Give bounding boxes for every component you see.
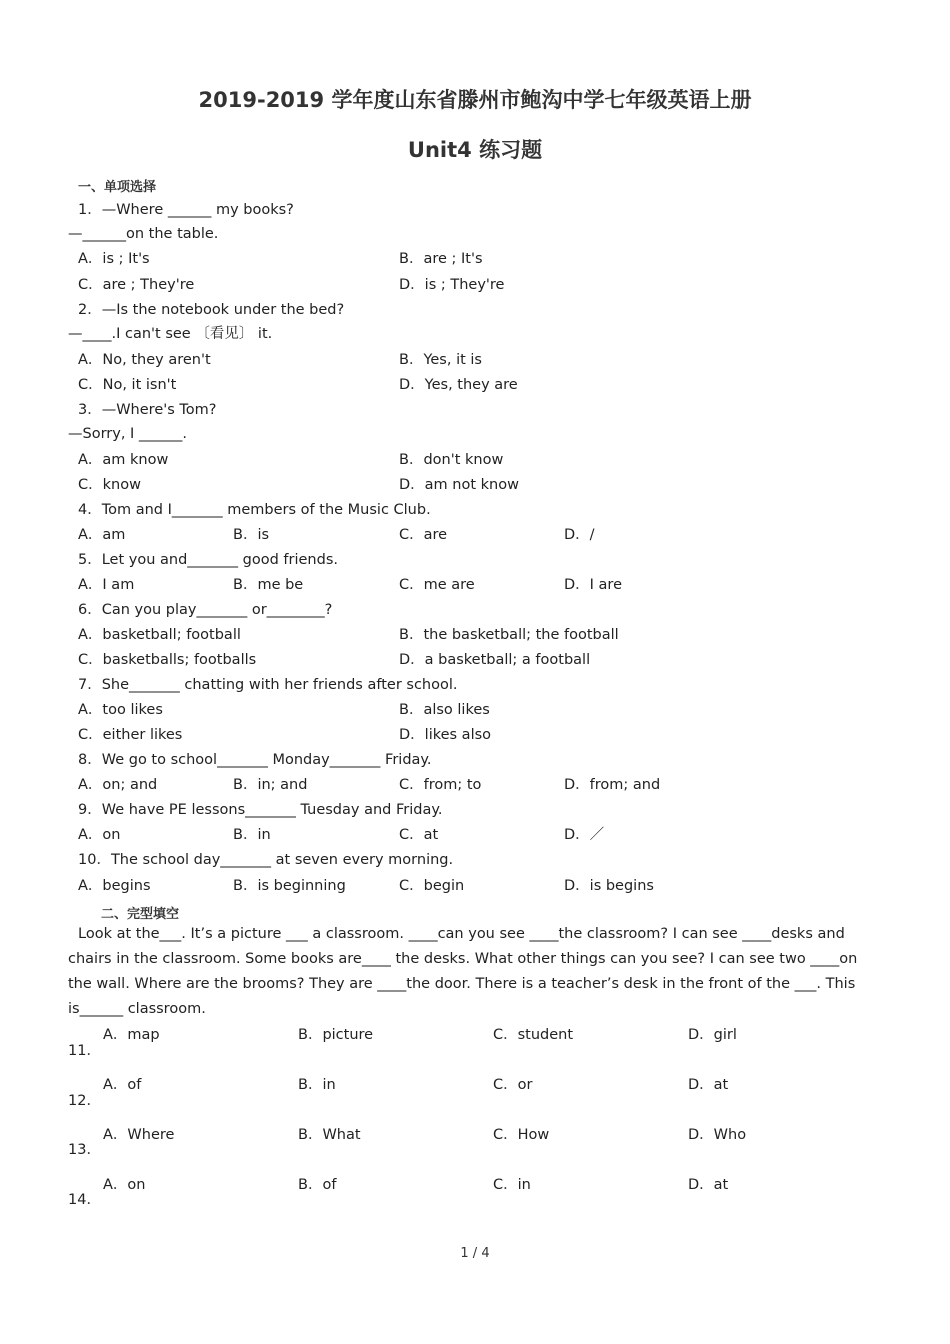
question-13-option-c: C．How [493,1127,550,1143]
question-3-stem: 3．—Where's Tom? [78,402,217,418]
question-9-option-a: A．on [78,827,121,843]
question-8-option-c: C．from; to [399,777,482,793]
question-4-option-a: A．am [78,527,126,543]
question-4-stem: 4．Tom and I_______ members of the Music Club. [78,502,431,518]
question-13-option-a: A．Where [103,1127,175,1143]
question-14-option-c: C．in [493,1177,531,1193]
question-11-option-c: C．student [493,1027,574,1043]
question-14-number: 14． [68,1192,101,1208]
question-13-option-b: B．What [298,1127,361,1143]
question-13-option-d: D．Who [688,1127,747,1143]
question-10-stem: 10．The school day_______ at seven every morning. [78,852,454,868]
document-title-line2: Unit4 练习题 [407,138,543,162]
question-7-option-d: D．likes also [399,727,492,743]
question-8-option-a: A．on; and [78,777,158,793]
page-number: 1 / 4 [460,1246,490,1261]
question-11-number: 11． [68,1043,101,1059]
question-14-option-a: A．on [103,1177,146,1193]
question-6-stem: 6．Can you play_______ or________? [78,602,333,618]
question-5-option-b: B．me be [233,577,304,593]
question-12-option-a: A．of [103,1077,142,1093]
question-2-line2: —____.I can't see 〔看见〕 it. [68,326,273,342]
question-2-option-c: C．No, it isn't [78,377,177,393]
section-heading-multiple-choice: 一、单项选择 [78,180,157,195]
question-1-option-a: A．is ; It's [78,251,150,267]
question-2-stem: 2．—Is the notebook under the bed? [78,302,345,318]
question-8-option-d: D．from; and [564,777,661,793]
question-12-number: 12． [68,1093,101,1109]
question-6-option-b: B．the basketball; the football [399,627,619,643]
question-1-option-d: D．is ; They're [399,277,505,293]
question-3-option-b: B．don't know [399,452,504,468]
question-10-option-d: D．is begins [564,878,654,894]
question-7-stem: 7．She_______ chatting with her friends after school. [78,677,458,693]
question-11-option-d: D．girl [688,1027,737,1043]
question-5-option-d: D．I are [564,577,622,593]
question-5-option-c: C．me are [399,577,475,593]
question-9-option-c: C．at [399,827,439,843]
question-9-stem: 9．We have PE lessons_______ Tuesday and Friday. [78,802,443,818]
question-8-stem: 8．We go to school_______ Monday_______ Friday. [78,752,432,768]
question-1-stem: 1．—Where ______ my books? [78,202,294,218]
question-2-option-a: A．No, they aren't [78,352,211,368]
question-14-option-b: B．of [298,1177,337,1193]
question-6-option-a: A．basketball; football [78,627,241,643]
question-10-option-a: A．begins [78,878,151,894]
question-7-option-b: B．also likes [399,702,490,718]
section-heading-cloze: 二、完型填空 [101,907,180,922]
question-12-option-d: D．at [688,1077,729,1093]
question-1-option-c: C．are ; They're [78,277,195,293]
question-6-option-c: C．basketballs; footballs [78,652,257,668]
question-9-option-d: D．／ [564,827,605,843]
question-2-option-d: D．Yes, they are [399,377,518,393]
question-4-option-b: B．is [233,527,270,543]
question-9-option-b: B．in [233,827,271,843]
question-10-option-b: B．is beginning [233,878,346,894]
question-5-stem: 5．Let you and_______ good friends. [78,552,338,568]
question-2-option-b: B．Yes, it is [399,352,482,368]
question-11-option-a: A．map [103,1027,160,1043]
question-11-option-b: B．picture [298,1027,374,1043]
question-3-option-c: C．know [78,477,141,493]
question-4-option-d: D．/ [564,527,595,543]
question-3-line2: —Sorry, I ______. [68,426,188,442]
question-10-option-c: C．begin [399,878,465,894]
question-4-option-c: C．are [399,527,448,543]
question-5-option-a: A．I am [78,577,135,593]
question-1-line2: —______on the table. [68,226,219,242]
question-12-option-b: B．in [298,1077,336,1093]
question-6-option-d: D．a basketball; a football [399,652,591,668]
question-3-option-d: D．am not know [399,477,519,493]
question-7-option-a: A．too likes [78,702,163,718]
document-title-line1: 2019-2019 学年度山东省滕州市鲍沟中学七年级英语上册 [198,88,752,112]
question-13-number: 13． [68,1142,101,1158]
question-1-option-b: B．are ; It's [399,251,483,267]
question-14-option-d: D．at [688,1177,729,1193]
cloze-passage: Look at the___. It’s a picture ___ a classroom. ____can you see ____the classroom? I can see ____desks and chairs in the classroom. Some books are____ the desks. What other things can you see? I can see two ____on the wall. Where are the brooms? They are ____the door. There is a teacher’s desk in the front of the ___. This is______ classroom. [68,926,858,1017]
question-12-option-c: C．or [493,1077,533,1093]
question-8-option-b: B．in; and [233,777,308,793]
question-7-option-c: C．either likes [78,727,183,743]
question-3-option-a: A．am know [78,452,169,468]
